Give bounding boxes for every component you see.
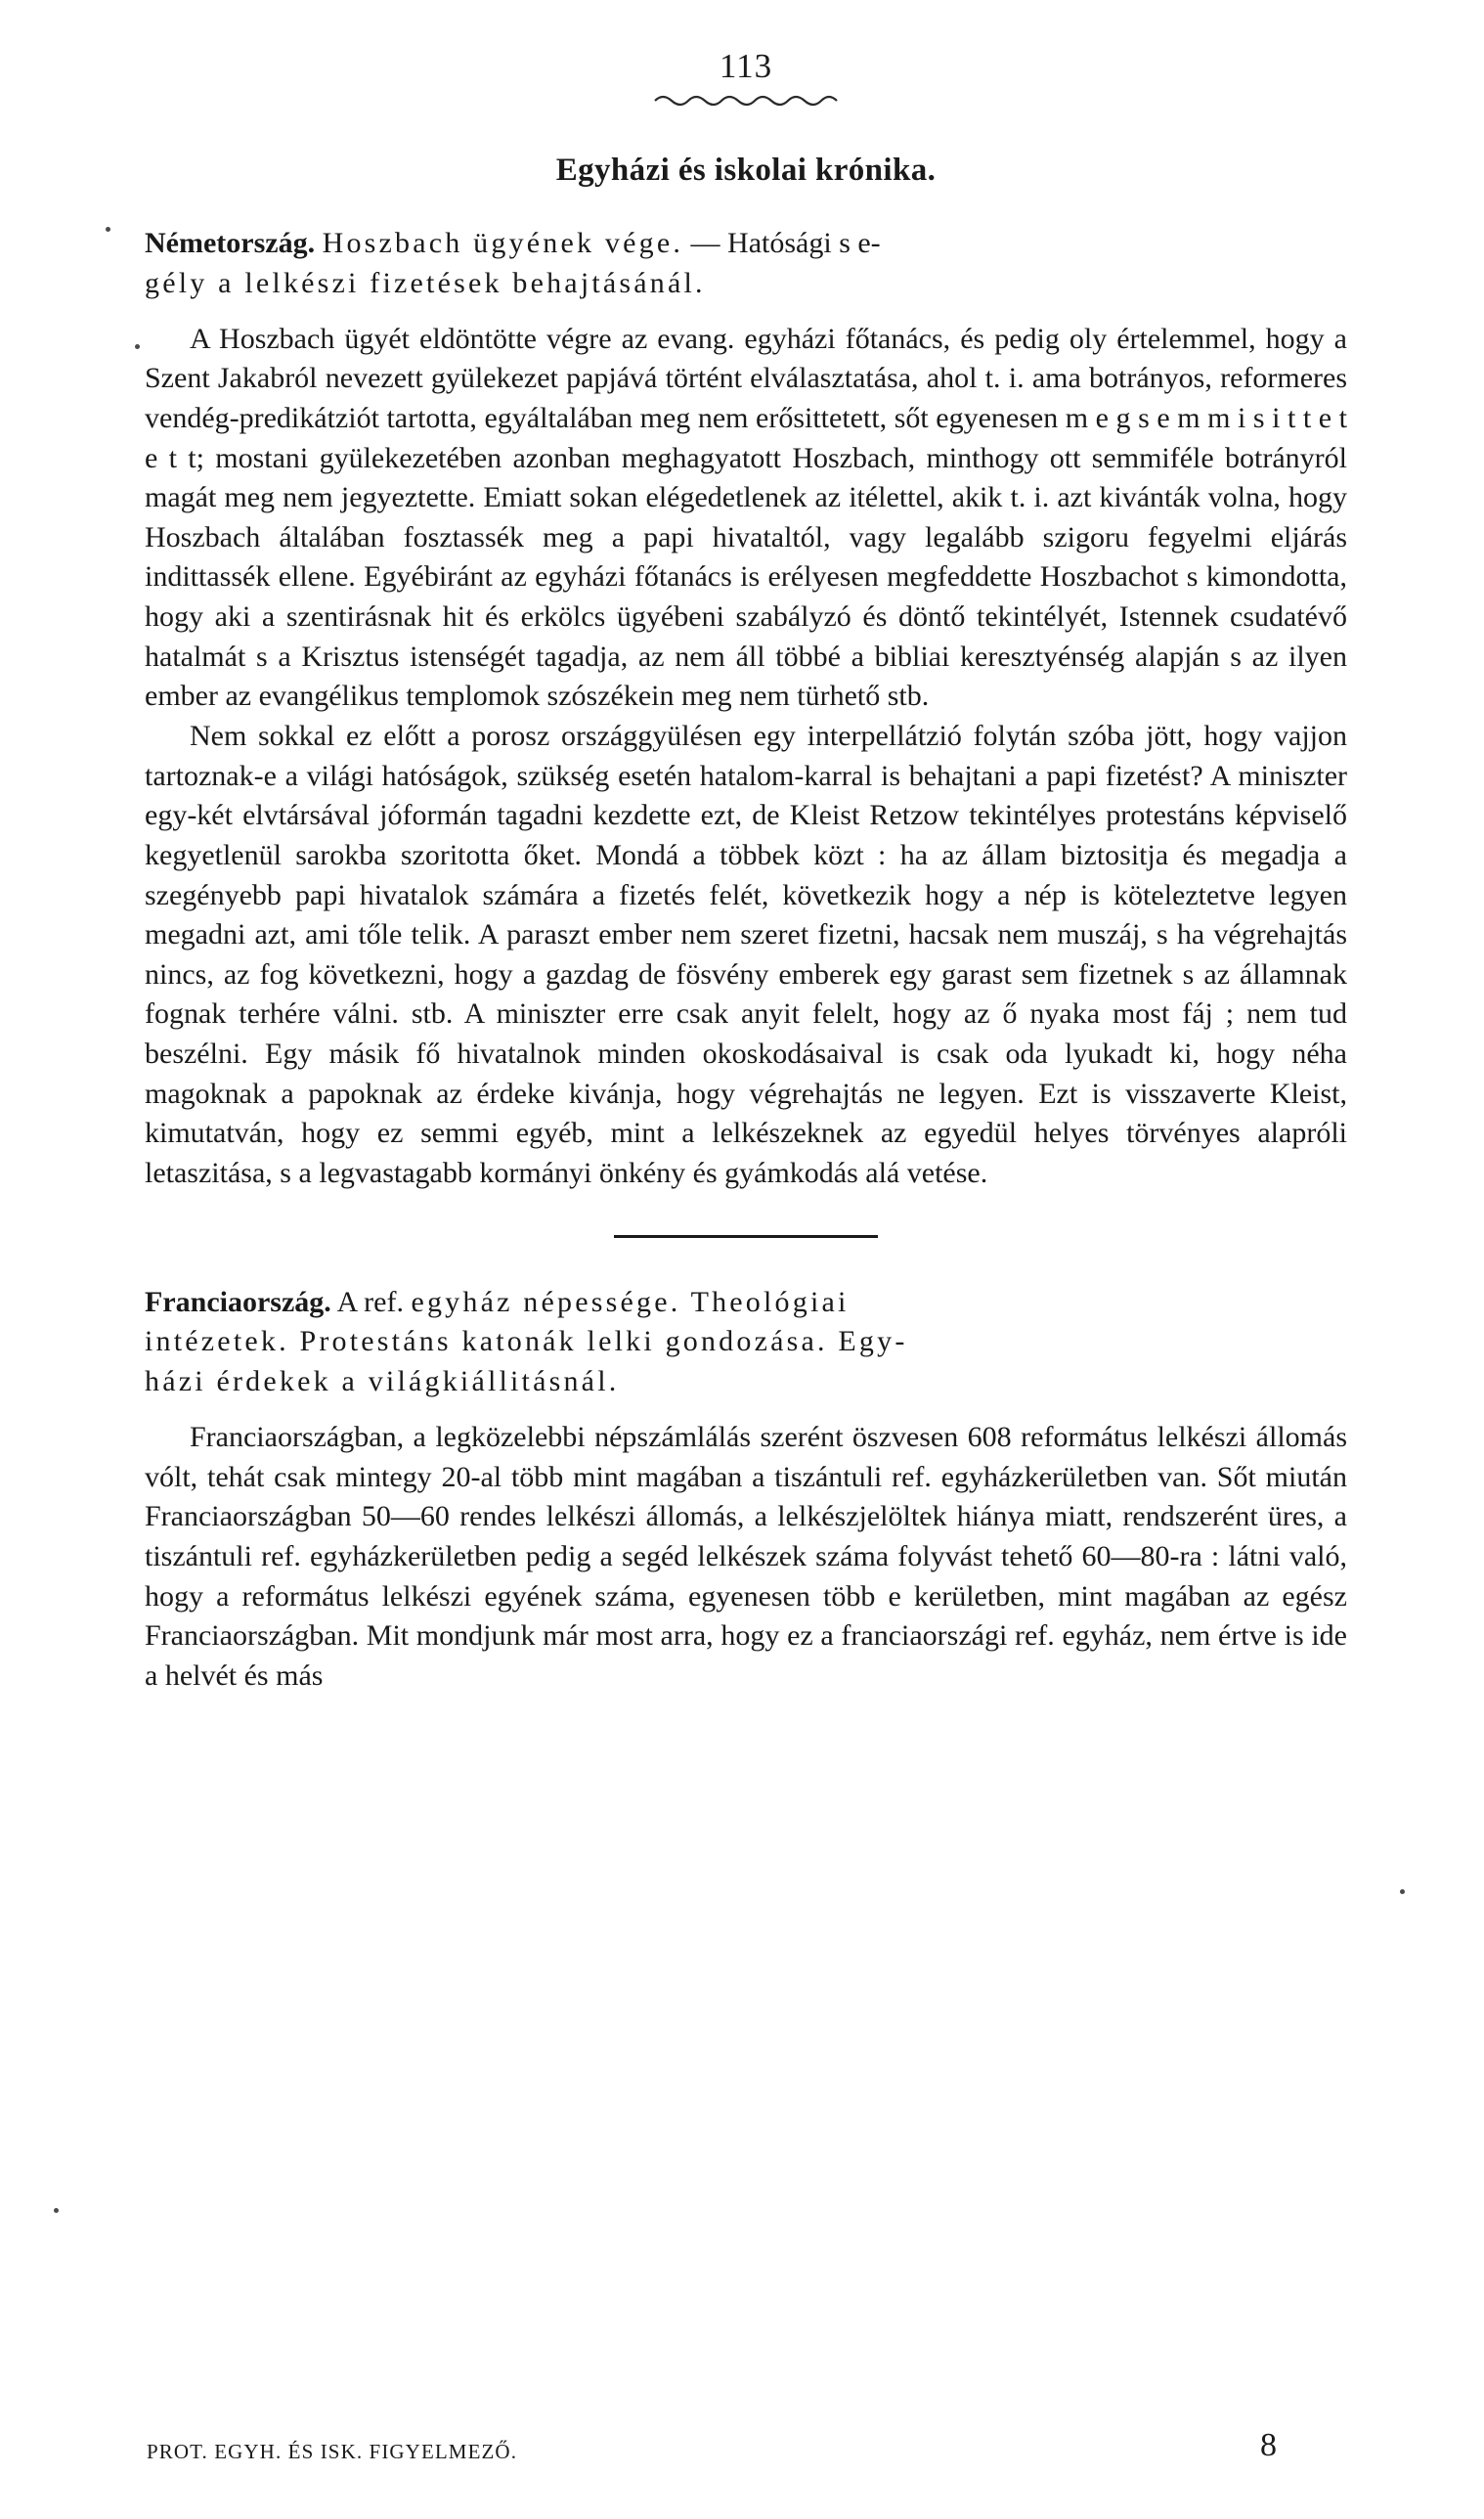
footer-signature: 8 bbox=[1260, 2427, 1277, 2463]
section-subject-plain: A ref. bbox=[336, 1285, 412, 1318]
page-title: Egyházi és iskolai krónika. bbox=[555, 153, 937, 188]
section-dash: — bbox=[683, 227, 728, 259]
paragraph: Nem sokkal ez előtt a porosz országgyülésen egy interpellátzió folytán szóba jött, hogy vajjon tartoznak-e a világi hatóságok, szükség esetén hatalom-karral is behajtani a papi fizetést? A miniszter egy-két elvtársával jóformán tagadni kezdette ezt, de Kleist Retzow tekintélyes protestáns képviselő kegyetlenül sarokba szoritotta őket. Mondá a többek közt : ha az állam biztositja és megadja a szegényebb papi hivatalok számára a fizetés felét, következik hogy a nép is köteleztetve legyen megadni azt, ami tőle telik. A paraszt ember nem szeret fizetni, hacsak nem muszáj, s ha végrehajtás nincs, az fog következni, hogy a gazdag de fösvény emberek egy garast sem fizetnek s az államnak fognak terhére válni. stb. A miniszter erre csak anyit felelt, hogy az ő nyaka most fáj ; nem tud beszélni. Egy másik fő hivatalnok minden okoskodásaival is csak oda lyukadt ki, hogy néha magoknak a papoknak az érdeke kivánja, hogy végrehajtás ne legyen. Ezt is visszaverte Kleist, kimutatván, hogy ez semmi egyéb, mint a lelkészeknek az egyedül helyes törvényes alapróli letaszitása, s a legvastagabb kormányi önkény és gyámkodás alá vetése. bbox=[145, 720, 1347, 1190]
section-subject-spaced: Hoszbach ügyének vége. bbox=[322, 227, 684, 259]
speck bbox=[135, 344, 140, 349]
speck bbox=[106, 227, 110, 232]
section-subject-spaced: egyház népessége. Theológiai bbox=[411, 1285, 850, 1318]
section-subject-rest2: intézetek. Protestáns katonák lelki gondozása. Egy- bbox=[145, 1325, 908, 1358]
speck bbox=[1400, 1889, 1405, 1894]
page-content bbox=[145, 0, 1347, 1697]
section-country-label: Franciaország. bbox=[145, 1285, 331, 1318]
paragraph: A Hoszbach ügyét eldöntötte végre az evang. egyházi főtanács, és pedig oly értelemmel, hogy a Szent Jakabról nevezett gyülekezet papjává történt elválasztatása, ahol t. i. ama botrányos, reformeres vendég-predikátziót tartotta, egyáltalában meg nem erősittetett, sőt egyenesen m e g s e m m i s i t t e t e t t; mostani gyülekezetében azonban meghagyatott Hoszbach, minthogy ott semmiféle botrányról magát meg nem jegyeztette. Emiatt sokan elégedetlenek az itélettel, akik t. i. azt kivánták volna, hogy Hoszbach általában fosztassék meg a papi hivataltól, vagy legalább szigoru fegyelmi eljárás indittassék ellene. Egyébiránt az egyházi főtanács is erélyesen megfeddette Hoszbachot s kimondotta, hogy aki a szentirásnak hit és erkölcs ügyébeni szabályzó és döntő tekintélyét, Istennek csudatévő hatalmát s a Krisztus istenségét tagadja, az nem áll többé a bibliai keresztyénség alapján s az ilyen ember az evangélikus templomok szószékein meg nem türhető stb. bbox=[145, 322, 1347, 713]
footer-running-head: PROT. EGYH. ÉS ISK. FIGYELMEZŐ. bbox=[147, 2440, 518, 2463]
section-heading-france bbox=[145, 1283, 1347, 1402]
section-subject-rest2: gély a lelkészi fizetések behajtásánál. bbox=[145, 266, 706, 299]
section-subject-rest3: házi érdekek a világkiállitásnál. bbox=[145, 1365, 620, 1398]
section-country-label: Németország. bbox=[145, 227, 316, 259]
page-footer bbox=[147, 2427, 1349, 2464]
paragraph: Franciaországban, a legközelebbi népszámlálás szerént öszvesen 608 református lelkészi állomás vólt, tehát csak mintegy 20-al több mint magában a tiszántuli ref. egyházkerületben van. Sőt miután Franciaországban 50—60 rendes lelkészi állomás, a lelkészjelöltek hiánya miatt, rendszerént üres, a tiszántuli ref. egyházkerületben pedig a segéd lelkészek száma folyvást tehető 60—80-ra : látni való, hogy a református lelkészi egyének száma, egyenesen több e kerületben, mint magában az egész Franciaországban. Mit mondjunk már most arra, hogy ez a franciaországi ref. egyház, nem értve is ide a helvét és más bbox=[145, 1421, 1347, 1692]
section-heading-germany bbox=[145, 224, 1347, 304]
wave-rule-icon bbox=[653, 92, 839, 108]
section-subject-rest: Hatósági s e- bbox=[727, 227, 881, 259]
page-number: 113 bbox=[719, 47, 773, 85]
section-divider bbox=[614, 1235, 878, 1238]
speck bbox=[54, 2208, 59, 2213]
